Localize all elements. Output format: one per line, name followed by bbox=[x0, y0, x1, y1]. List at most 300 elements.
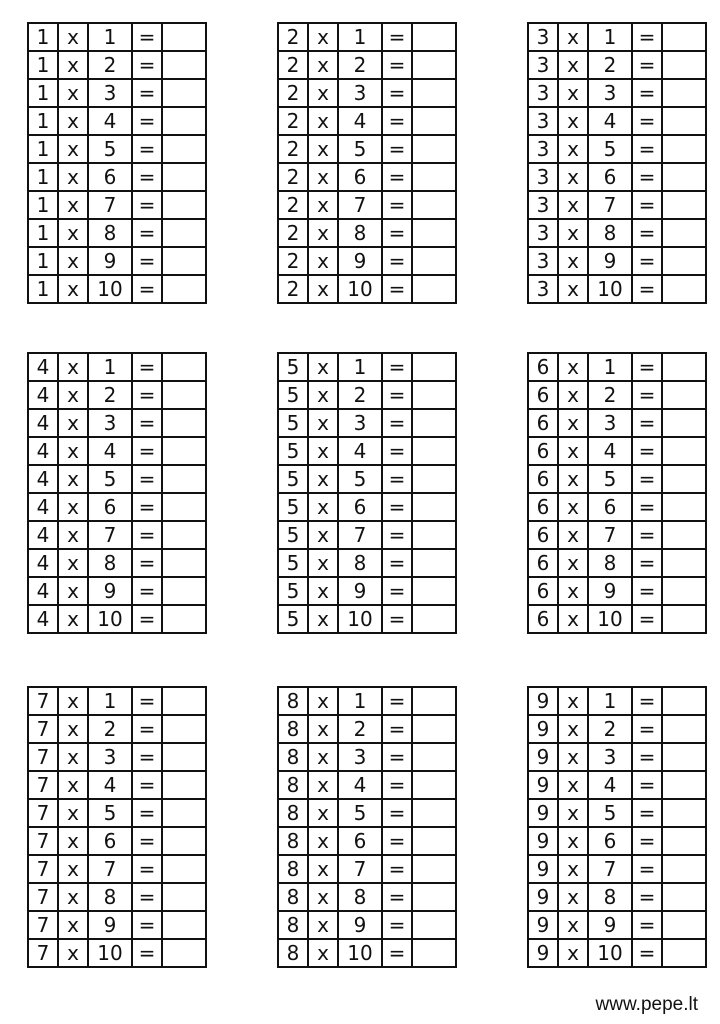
equals-cell: = bbox=[382, 219, 412, 247]
answer-box[interactable] bbox=[412, 771, 456, 799]
equation-row bbox=[278, 381, 456, 409]
equals-cell: = bbox=[632, 687, 662, 715]
equals-cell: = bbox=[382, 911, 412, 939]
multiplicand-cell: 3 bbox=[528, 135, 558, 163]
equals-cell: = bbox=[382, 799, 412, 827]
answer-box[interactable] bbox=[662, 883, 706, 911]
answer-box[interactable] bbox=[412, 939, 456, 967]
multiplicand-cell: 4 bbox=[28, 605, 58, 633]
answer-box[interactable] bbox=[662, 855, 706, 883]
multiplier-cell: 2 bbox=[338, 381, 382, 409]
equation-row bbox=[278, 409, 456, 437]
multiplier-cell: 6 bbox=[588, 163, 632, 191]
answer-box[interactable] bbox=[412, 163, 456, 191]
equals-cell: = bbox=[132, 883, 162, 911]
multiplier-cell: 9 bbox=[88, 247, 132, 275]
multiplicand-cell: 6 bbox=[528, 577, 558, 605]
answer-box[interactable] bbox=[412, 855, 456, 883]
multiplicand-cell: 4 bbox=[28, 549, 58, 577]
answer-box[interactable] bbox=[162, 353, 206, 381]
equation-row bbox=[278, 219, 456, 247]
operator-cell: x bbox=[308, 163, 338, 191]
equation-row bbox=[28, 521, 206, 549]
answer-box[interactable] bbox=[662, 275, 706, 303]
multiplier-cell: 1 bbox=[338, 353, 382, 381]
answer-box[interactable] bbox=[662, 107, 706, 135]
answer-box[interactable] bbox=[162, 409, 206, 437]
multiplier-cell: 6 bbox=[338, 163, 382, 191]
equals-cell: = bbox=[632, 247, 662, 275]
multiplier-cell: 2 bbox=[88, 715, 132, 743]
answer-box[interactable] bbox=[662, 191, 706, 219]
equation-row bbox=[528, 51, 706, 79]
operator-cell: x bbox=[558, 437, 588, 465]
multiplier-cell: 3 bbox=[88, 409, 132, 437]
multiplier-cell: 2 bbox=[338, 715, 382, 743]
operator-cell: x bbox=[308, 51, 338, 79]
multiplier-cell: 4 bbox=[588, 771, 632, 799]
answer-box[interactable] bbox=[412, 51, 456, 79]
answer-box[interactable] bbox=[662, 409, 706, 437]
answer-box[interactable] bbox=[412, 743, 456, 771]
answer-box[interactable] bbox=[662, 135, 706, 163]
answer-box[interactable] bbox=[162, 51, 206, 79]
multiplier-cell: 8 bbox=[338, 549, 382, 577]
multiplier-cell: 10 bbox=[88, 939, 132, 967]
operator-cell: x bbox=[58, 437, 88, 465]
answer-box[interactable] bbox=[662, 465, 706, 493]
answer-box[interactable] bbox=[162, 687, 206, 715]
multiplicand-cell: 4 bbox=[28, 493, 58, 521]
equals-cell: = bbox=[132, 79, 162, 107]
answer-box[interactable] bbox=[662, 549, 706, 577]
operator-cell: x bbox=[308, 493, 338, 521]
equals-cell: = bbox=[632, 465, 662, 493]
operator-cell: x bbox=[58, 883, 88, 911]
operator-cell: x bbox=[308, 135, 338, 163]
answer-box[interactable] bbox=[162, 163, 206, 191]
operator-cell: x bbox=[558, 771, 588, 799]
multiplier-cell: 7 bbox=[338, 855, 382, 883]
equation-row bbox=[28, 827, 206, 855]
equals-cell: = bbox=[632, 191, 662, 219]
operator-cell: x bbox=[58, 163, 88, 191]
multiplicand-cell: 4 bbox=[28, 437, 58, 465]
operator-cell: x bbox=[58, 409, 88, 437]
answer-box[interactable] bbox=[162, 715, 206, 743]
answer-box[interactable] bbox=[162, 911, 206, 939]
equation-row bbox=[528, 939, 706, 967]
equals-cell: = bbox=[132, 799, 162, 827]
equation-row bbox=[528, 883, 706, 911]
operator-cell: x bbox=[58, 799, 88, 827]
answer-box[interactable] bbox=[162, 135, 206, 163]
equals-cell: = bbox=[382, 79, 412, 107]
multiplier-cell: 4 bbox=[338, 771, 382, 799]
multiplier-cell: 8 bbox=[88, 883, 132, 911]
equation-row bbox=[528, 107, 706, 135]
equals-cell: = bbox=[632, 743, 662, 771]
equals-cell: = bbox=[632, 549, 662, 577]
equals-cell: = bbox=[132, 827, 162, 855]
answer-box[interactable] bbox=[412, 521, 456, 549]
operator-cell: x bbox=[558, 135, 588, 163]
answer-box[interactable] bbox=[412, 549, 456, 577]
operator-cell: x bbox=[558, 883, 588, 911]
equals-cell: = bbox=[382, 163, 412, 191]
equals-cell: = bbox=[382, 743, 412, 771]
multiplicand-cell: 8 bbox=[278, 687, 308, 715]
answer-box[interactable] bbox=[162, 23, 206, 51]
equation-row bbox=[278, 51, 456, 79]
equation-row bbox=[278, 247, 456, 275]
multiplier-cell: 9 bbox=[588, 247, 632, 275]
equals-cell: = bbox=[382, 855, 412, 883]
answer-box[interactable] bbox=[412, 827, 456, 855]
times-table-7 bbox=[27, 686, 207, 968]
operator-cell: x bbox=[558, 521, 588, 549]
equation-row bbox=[278, 23, 456, 51]
answer-box[interactable] bbox=[412, 577, 456, 605]
multiplicand-cell: 6 bbox=[528, 353, 558, 381]
multiplicand-cell: 3 bbox=[528, 163, 558, 191]
answer-box[interactable] bbox=[662, 79, 706, 107]
answer-box[interactable] bbox=[662, 799, 706, 827]
equation-row bbox=[528, 687, 706, 715]
multiplicand-cell: 7 bbox=[28, 715, 58, 743]
multiplier-cell: 8 bbox=[588, 549, 632, 577]
multiplicand-cell: 5 bbox=[278, 605, 308, 633]
multiplier-cell: 7 bbox=[588, 855, 632, 883]
operator-cell: x bbox=[558, 493, 588, 521]
operator-cell: x bbox=[58, 743, 88, 771]
multiplicand-cell: 6 bbox=[528, 381, 558, 409]
multiplier-cell: 9 bbox=[88, 911, 132, 939]
multiplier-cell: 10 bbox=[338, 939, 382, 967]
multiplier-cell: 1 bbox=[88, 687, 132, 715]
operator-cell: x bbox=[58, 577, 88, 605]
operator-cell: x bbox=[558, 799, 588, 827]
operator-cell: x bbox=[558, 549, 588, 577]
multiplicand-cell: 1 bbox=[28, 135, 58, 163]
multiplicand-cell: 8 bbox=[278, 939, 308, 967]
equation-row bbox=[528, 577, 706, 605]
equals-cell: = bbox=[132, 219, 162, 247]
answer-box[interactable] bbox=[412, 79, 456, 107]
answer-box[interactable] bbox=[412, 23, 456, 51]
operator-cell: x bbox=[558, 51, 588, 79]
multiplicand-cell: 1 bbox=[28, 191, 58, 219]
operator-cell: x bbox=[58, 465, 88, 493]
equation-row bbox=[278, 939, 456, 967]
answer-box[interactable] bbox=[162, 275, 206, 303]
answer-box[interactable] bbox=[162, 827, 206, 855]
multiplicand-cell: 8 bbox=[278, 799, 308, 827]
operator-cell: x bbox=[308, 827, 338, 855]
equation-row bbox=[278, 799, 456, 827]
answer-box[interactable] bbox=[162, 493, 206, 521]
operator-cell: x bbox=[558, 409, 588, 437]
equation-row bbox=[278, 163, 456, 191]
times-table-6 bbox=[527, 352, 707, 634]
equation-row bbox=[528, 135, 706, 163]
equation-row bbox=[528, 493, 706, 521]
operator-cell: x bbox=[308, 521, 338, 549]
answer-box[interactable] bbox=[662, 493, 706, 521]
answer-box[interactable] bbox=[412, 605, 456, 633]
answer-box[interactable] bbox=[662, 577, 706, 605]
multiplier-cell: 9 bbox=[338, 247, 382, 275]
answer-box[interactable] bbox=[662, 353, 706, 381]
multiplier-cell: 8 bbox=[338, 219, 382, 247]
equation-row bbox=[278, 437, 456, 465]
equals-cell: = bbox=[382, 23, 412, 51]
multiplicand-cell: 2 bbox=[278, 51, 308, 79]
equation-row bbox=[528, 855, 706, 883]
answer-box[interactable] bbox=[412, 911, 456, 939]
answer-box[interactable] bbox=[662, 51, 706, 79]
multiplicand-cell: 9 bbox=[528, 743, 558, 771]
operator-cell: x bbox=[58, 493, 88, 521]
equals-cell: = bbox=[382, 939, 412, 967]
equation-row bbox=[528, 275, 706, 303]
answer-box[interactable] bbox=[162, 79, 206, 107]
multiplicand-cell: 6 bbox=[528, 493, 558, 521]
equation-row bbox=[528, 771, 706, 799]
equals-cell: = bbox=[132, 521, 162, 549]
equation-row bbox=[278, 493, 456, 521]
multiplicand-cell: 9 bbox=[528, 939, 558, 967]
multiplier-cell: 8 bbox=[88, 219, 132, 247]
multiplicand-cell: 8 bbox=[278, 911, 308, 939]
equals-cell: = bbox=[382, 135, 412, 163]
answer-box[interactable] bbox=[162, 381, 206, 409]
multiplier-cell: 10 bbox=[88, 275, 132, 303]
answer-box[interactable] bbox=[412, 437, 456, 465]
answer-box[interactable] bbox=[412, 191, 456, 219]
multiplicand-cell: 1 bbox=[28, 79, 58, 107]
answer-box[interactable] bbox=[162, 521, 206, 549]
multiplicand-cell: 7 bbox=[28, 883, 58, 911]
answer-box[interactable] bbox=[412, 275, 456, 303]
answer-box[interactable] bbox=[162, 219, 206, 247]
multiplicand-cell: 7 bbox=[28, 827, 58, 855]
answer-box[interactable] bbox=[162, 107, 206, 135]
operator-cell: x bbox=[558, 219, 588, 247]
answer-box[interactable] bbox=[162, 799, 206, 827]
answer-box[interactable] bbox=[162, 771, 206, 799]
equals-cell: = bbox=[632, 799, 662, 827]
multiplicand-cell: 5 bbox=[278, 521, 308, 549]
answer-box[interactable] bbox=[662, 247, 706, 275]
answer-box[interactable] bbox=[412, 687, 456, 715]
equation-row bbox=[278, 275, 456, 303]
multiplicand-cell: 4 bbox=[28, 353, 58, 381]
operator-cell: x bbox=[308, 687, 338, 715]
equation-row bbox=[28, 409, 206, 437]
answer-box[interactable] bbox=[412, 883, 456, 911]
multiplicand-cell: 4 bbox=[28, 465, 58, 493]
multiplicand-cell: 5 bbox=[278, 409, 308, 437]
equals-cell: = bbox=[632, 577, 662, 605]
answer-box[interactable] bbox=[412, 135, 456, 163]
equals-cell: = bbox=[132, 939, 162, 967]
operator-cell: x bbox=[558, 275, 588, 303]
equals-cell: = bbox=[132, 549, 162, 577]
times-table-1 bbox=[27, 22, 207, 304]
operator-cell: x bbox=[58, 107, 88, 135]
equals-cell: = bbox=[132, 687, 162, 715]
equation-row bbox=[528, 799, 706, 827]
operator-cell: x bbox=[308, 855, 338, 883]
times-table-2 bbox=[277, 22, 457, 304]
multiplicand-cell: 9 bbox=[528, 687, 558, 715]
answer-box[interactable] bbox=[662, 827, 706, 855]
answer-box[interactable] bbox=[412, 353, 456, 381]
operator-cell: x bbox=[558, 743, 588, 771]
multiplicand-cell: 2 bbox=[278, 219, 308, 247]
equation-row bbox=[278, 605, 456, 633]
equation-row bbox=[528, 827, 706, 855]
answer-box[interactable] bbox=[662, 219, 706, 247]
multiplier-cell: 5 bbox=[588, 799, 632, 827]
equation-row bbox=[28, 275, 206, 303]
operator-cell: x bbox=[308, 79, 338, 107]
answer-box[interactable] bbox=[162, 605, 206, 633]
multiplier-cell: 3 bbox=[338, 79, 382, 107]
multiplier-cell: 1 bbox=[588, 23, 632, 51]
equation-row bbox=[28, 911, 206, 939]
operator-cell: x bbox=[308, 409, 338, 437]
operator-cell: x bbox=[558, 381, 588, 409]
answer-box[interactable] bbox=[162, 247, 206, 275]
equation-row bbox=[28, 799, 206, 827]
operator-cell: x bbox=[308, 275, 338, 303]
equation-row bbox=[278, 855, 456, 883]
answer-box[interactable] bbox=[662, 743, 706, 771]
equals-cell: = bbox=[382, 687, 412, 715]
equation-row bbox=[28, 883, 206, 911]
multiplicand-cell: 3 bbox=[528, 275, 558, 303]
answer-box[interactable] bbox=[662, 715, 706, 743]
equation-row bbox=[278, 549, 456, 577]
multiplier-cell: 4 bbox=[88, 107, 132, 135]
operator-cell: x bbox=[558, 577, 588, 605]
equals-cell: = bbox=[132, 493, 162, 521]
answer-box[interactable] bbox=[662, 381, 706, 409]
answer-box[interactable] bbox=[412, 247, 456, 275]
operator-cell: x bbox=[308, 549, 338, 577]
answer-box[interactable] bbox=[162, 549, 206, 577]
multiplier-cell: 9 bbox=[338, 911, 382, 939]
answer-box[interactable] bbox=[162, 577, 206, 605]
equation-row bbox=[528, 465, 706, 493]
footer-url: www.pepe.lt bbox=[595, 994, 698, 1015]
equals-cell: = bbox=[382, 381, 412, 409]
multiplier-cell: 1 bbox=[338, 23, 382, 51]
equation-row bbox=[528, 437, 706, 465]
equation-row bbox=[28, 687, 206, 715]
answer-box[interactable] bbox=[162, 939, 206, 967]
multiplier-cell: 7 bbox=[88, 855, 132, 883]
answer-box[interactable] bbox=[162, 855, 206, 883]
equals-cell: = bbox=[632, 911, 662, 939]
multiplier-cell: 2 bbox=[338, 51, 382, 79]
answer-box[interactable] bbox=[412, 493, 456, 521]
equation-row bbox=[528, 521, 706, 549]
equation-row bbox=[28, 51, 206, 79]
equals-cell: = bbox=[632, 381, 662, 409]
multiplier-cell: 6 bbox=[88, 493, 132, 521]
multiplier-cell: 3 bbox=[588, 409, 632, 437]
answer-box[interactable] bbox=[662, 939, 706, 967]
multiplicand-cell: 4 bbox=[28, 521, 58, 549]
answer-box[interactable] bbox=[162, 437, 206, 465]
operator-cell: x bbox=[308, 743, 338, 771]
multiplicand-cell: 8 bbox=[278, 827, 308, 855]
answer-box[interactable] bbox=[662, 521, 706, 549]
multiplicand-cell: 8 bbox=[278, 855, 308, 883]
answer-box[interactable] bbox=[412, 715, 456, 743]
answer-box[interactable] bbox=[662, 771, 706, 799]
multiplier-cell: 1 bbox=[588, 687, 632, 715]
answer-box[interactable] bbox=[662, 163, 706, 191]
equation-row bbox=[278, 353, 456, 381]
multiplicand-cell: 2 bbox=[278, 79, 308, 107]
answer-box[interactable] bbox=[412, 107, 456, 135]
multiplicand-cell: 9 bbox=[528, 771, 558, 799]
multiplier-cell: 1 bbox=[88, 353, 132, 381]
answer-box[interactable] bbox=[412, 465, 456, 493]
operator-cell: x bbox=[58, 381, 88, 409]
answer-box[interactable] bbox=[162, 191, 206, 219]
equation-row bbox=[28, 163, 206, 191]
equals-cell: = bbox=[132, 191, 162, 219]
equation-row bbox=[28, 107, 206, 135]
answer-box[interactable] bbox=[662, 687, 706, 715]
multiplier-cell: 4 bbox=[338, 107, 382, 135]
equation-row bbox=[28, 437, 206, 465]
answer-box[interactable] bbox=[662, 23, 706, 51]
multiplicand-cell: 9 bbox=[528, 855, 558, 883]
answer-box[interactable] bbox=[412, 381, 456, 409]
answer-box[interactable] bbox=[162, 743, 206, 771]
answer-box[interactable] bbox=[412, 409, 456, 437]
answer-box[interactable] bbox=[412, 219, 456, 247]
equation-row bbox=[28, 577, 206, 605]
answer-box[interactable] bbox=[662, 437, 706, 465]
equation-row bbox=[28, 381, 206, 409]
multiplier-cell: 5 bbox=[588, 465, 632, 493]
answer-box[interactable] bbox=[662, 605, 706, 633]
equation-row bbox=[528, 743, 706, 771]
equation-row bbox=[528, 353, 706, 381]
answer-box[interactable] bbox=[412, 799, 456, 827]
equals-cell: = bbox=[632, 827, 662, 855]
multiplicand-cell: 1 bbox=[28, 51, 58, 79]
answer-box[interactable] bbox=[162, 883, 206, 911]
equation-row bbox=[528, 605, 706, 633]
multiplier-cell: 2 bbox=[588, 715, 632, 743]
multiplicand-cell: 6 bbox=[528, 549, 558, 577]
equation-row bbox=[28, 191, 206, 219]
answer-box[interactable] bbox=[162, 465, 206, 493]
operator-cell: x bbox=[558, 191, 588, 219]
equation-row bbox=[528, 219, 706, 247]
operator-cell: x bbox=[58, 687, 88, 715]
answer-box[interactable] bbox=[662, 911, 706, 939]
equation-row bbox=[278, 79, 456, 107]
